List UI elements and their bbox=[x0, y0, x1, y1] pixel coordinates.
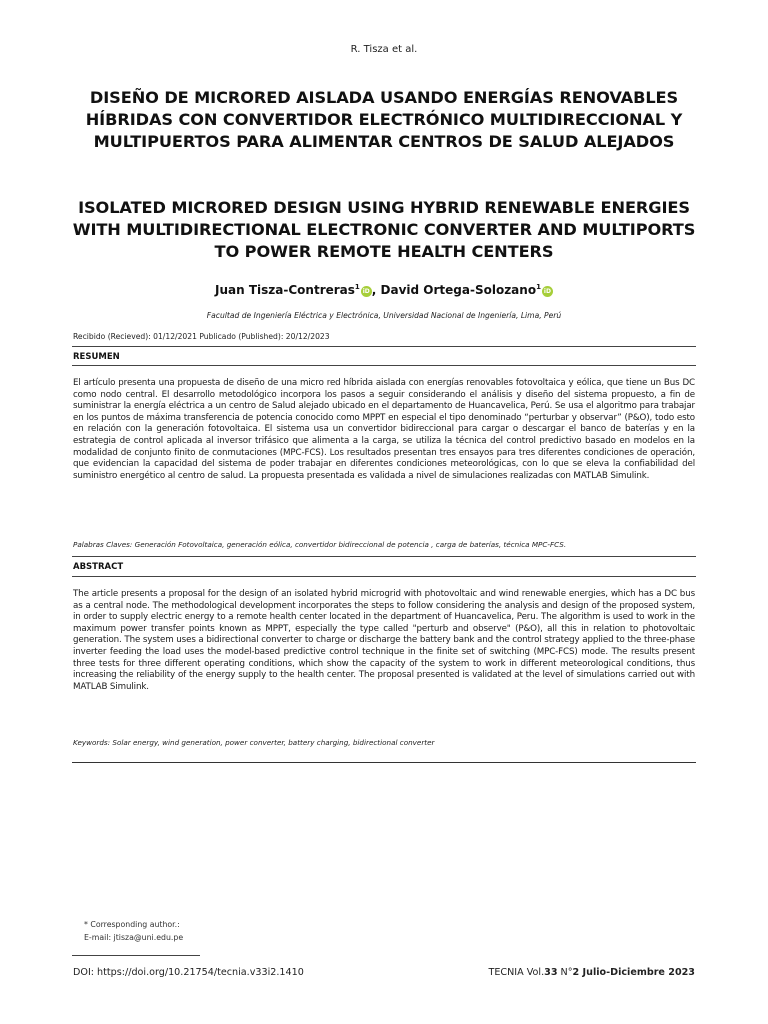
footnote-divider bbox=[72, 955, 200, 956]
journal-number-prefix: N° bbox=[557, 967, 573, 978]
resumen-keywords: Palabras Claves: Generación Fotovoltaica, generación eólica, convertidor bidireccional de potencia , carga de baterías, técnica MPC-FCS. bbox=[73, 540, 567, 549]
orcid-icon[interactable]: iD bbox=[543, 288, 551, 295]
publication-dates: Recibido (Recieved): 01/12/2021 Publicado (Published): 20/12/2023 bbox=[73, 332, 330, 341]
abstract-text: The article presents a proposal for the design of an isolated hybrid microgrid with photovoltaic and wind renewable energies, which has a DC bus as a central node. The methodological development incorporates the steps to follow considering the analysis and design of the proposed system, in order to supply electric energy to a remote health center located in the department of Huancavelica, Peru. The algorithm is used to work in the maximum power transfer points known as MPPT, especially the type called "perturb and observe" (P&O), all this in relation to photovoltaic generation. The system uses a bidirectional converter to charge or discharge the battery bank and the control strategy applied to the three-phase inverter feeding the load uses the model-based predictive control technique in the finite set of switching (MPC-FCS) mode. The results present three tests for three different operating conditions, which show the capacity of the system to work in different meteorological conditions, thus increasing the reliability of the energy supply to the health center. The proposal presented is validated at the level of simulations carried out with MATLAB Simulink. bbox=[73, 589, 695, 692]
abstract-heading: ABSTRACT bbox=[73, 562, 124, 572]
journal-period: Julio-Diciembre 2023 bbox=[579, 967, 695, 978]
journal-citation bbox=[488, 967, 695, 978]
corresponding-author-note: * Corresponding author.: bbox=[84, 920, 180, 929]
author-separator: , bbox=[371, 283, 381, 297]
author-name: David Ortega-Solozano bbox=[380, 283, 537, 297]
doi-link[interactable]: DOI: https://doi.org/10.21754/tecnia.v33i2.1410 bbox=[73, 967, 304, 978]
journal-prefix: TECNIA Vol. bbox=[488, 967, 545, 978]
journal-number: 2 bbox=[572, 967, 580, 978]
corresponding-email[interactable]: E-mail: jtisza@uni.edu.pe bbox=[84, 933, 184, 942]
journal-volume: 33 bbox=[544, 967, 558, 978]
title-spanish: DISEÑO DE MICRORED AISLADA USANDO ENERGÍAS RENOVABLES HÍBRIDAS CON CONVERTIDOR ELECTRÓNICO MULTIDIRECCIONAL Y MULTIPUERTOS PARA ALIMENTAR CENTROS DE SALUD ALEJADOS bbox=[85, 88, 683, 151]
running-head: R. Tisza et al. bbox=[350, 44, 418, 55]
resumen-text: El artículo presenta una propuesta de diseño de una micro red híbrida aislada con energías renovables fotovoltaica y eólica, que tiene un Bus DC como nodo central. El desarrollo metodológico incorpora los pasos a seguir considerando el análisis y diseño del sistema propuesto, a fin de suministrar la energía eléctrica a un centro de Salud alejado ubicado en el departamento de Huancavelica, Perú. Se usa el algoritmo para trabajar en los puntos de máxima transferencia de potencia conocido como MPPT en especial el tipo denominado “perturbar y observar” (P&O), todo esto en relación con la generación fotovoltaica. El sistema usa un convertidor bidireccional para cargar o descargar el banco de baterías y en la estrategia de control aplicada al inversor trifásico que alimenta a la carga, se utiliza la técnica del control predictivo basado en modelos en la modalidad de conjunto finito de conmutaciones (MPC-FCS). Los resultados presentan tres ensayos para tres diferentes condiciones de operación, que evidencian la capacidad del sistema de poder trabajar en diferentes condiciones meteorológicas, con lo que se eleva la confiabilidad del suministro energético al centro de salud. La propuesta presentada es validada a nivel de simulaciones realizadas con MATLAB Simulink. bbox=[73, 378, 695, 481]
resumen-heading: RESUMEN bbox=[73, 352, 120, 362]
divider bbox=[72, 346, 696, 347]
author-line bbox=[0, 283, 768, 297]
divider bbox=[72, 556, 696, 557]
orcid-icon[interactable]: iD bbox=[362, 288, 370, 295]
abstract-keywords: Keywords: Solar energy, wind generation, power converter, battery charging, bidirectional converter bbox=[73, 738, 435, 747]
affiliation-mark: 1 bbox=[354, 283, 360, 291]
affiliation: Facultad de Ingeniería Eléctrica y Electrónica, Universidad Nacional de Ingeniería, Lima, Perú bbox=[206, 311, 562, 320]
divider bbox=[72, 762, 696, 763]
divider bbox=[72, 365, 696, 366]
affiliation-mark: 1 bbox=[536, 283, 541, 291]
divider bbox=[72, 576, 696, 577]
title-english: ISOLATED MICRORED DESIGN USING HYBRID RENEWABLE ENERGIES WITH MULTIDIRECTIONAL ELECTRONIC CONVERTER AND MULTIPORTS TO POWER REMOTE HEALTH CENTERS bbox=[72, 198, 696, 261]
author-name: Juan Tisza-Contreras bbox=[215, 283, 355, 297]
